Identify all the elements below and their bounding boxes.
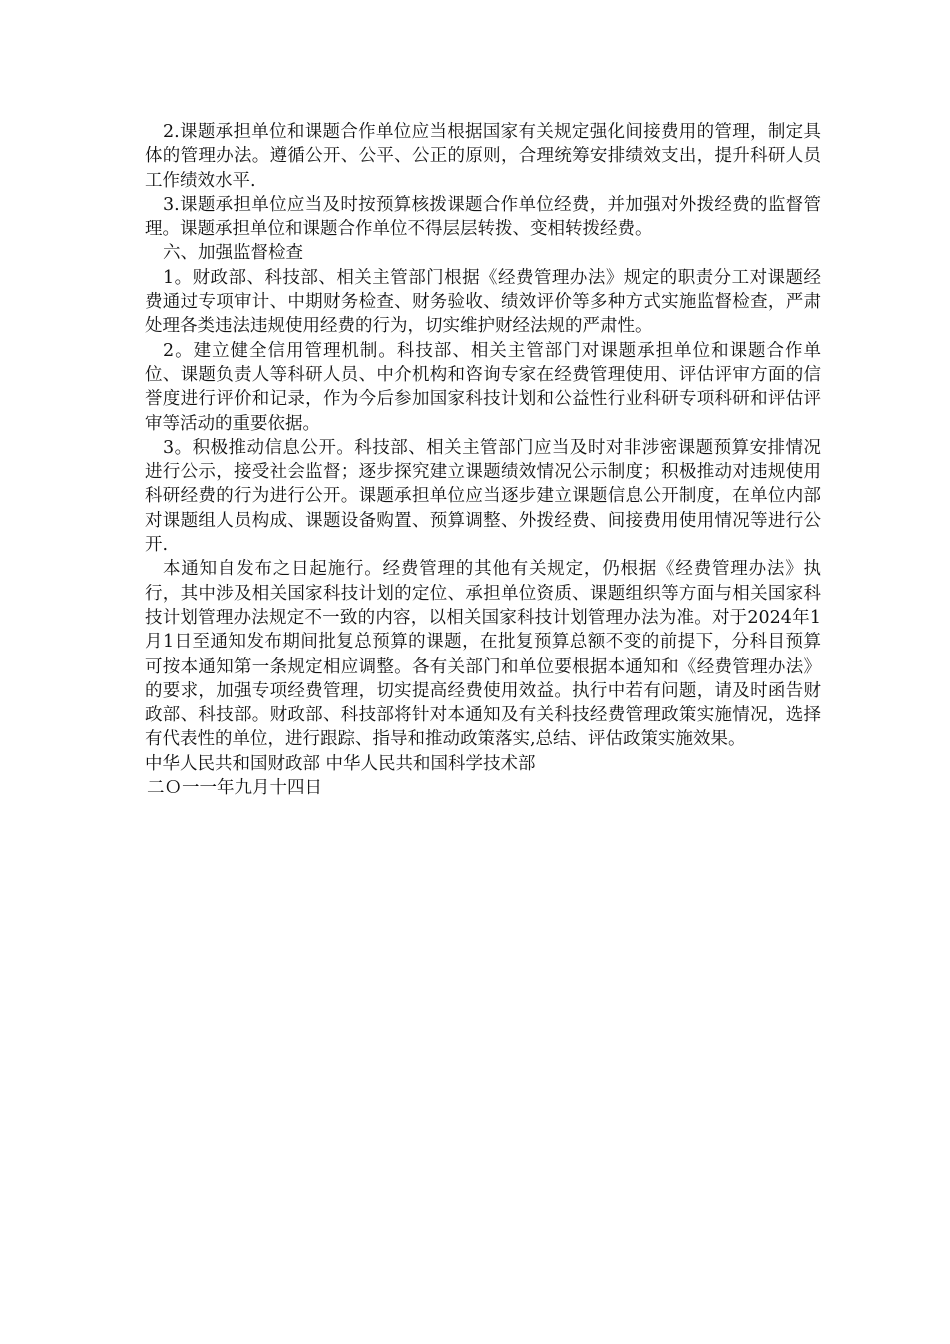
paragraph-supervision-2: 2。建立健全信用管理机制。科技部、相关主管部门对课题承担单位和课题合作单位、课题负责人等科研人员、中介机构和咨询专家在经费管理使用、评估评审方面的信誉度进行评价和记录，作为今后参加国家科技计划和公益性行业科研专项科研和评估评审等活动的重要依据。 bbox=[145, 340, 821, 434]
paragraph-supervision-3: 3。积极推动信息公开。科技部、相关主管部门应当及时对非涉密课题预算安排情况进行公示，接受社会监督；逐步探究建立课题绩效情况公示制度；积极推动对违规使用科研经费的行为进行公开。课题承担单位应当逐步建立课题信息公开制度，在单位内部对课题组人员构成、课题设备购置、预算调整、外拨经费、间接费用使用情况等进行公开. bbox=[145, 437, 821, 556]
date-line: 二Ｏ一一年九月十四日 bbox=[147, 778, 322, 799]
document-body bbox=[145, 120, 821, 800]
paragraph-supervision-1: 1。财政部、科技部、相关主管部门根据《经费管理办法》规定的职责分工对课题经费通过专项审计、中期财务检查、财务验收、绩效评价等多种方式实施监督检查，严肃处理各类违法违规使用经费的行为，切实维护财经法规的严肃性。 bbox=[145, 267, 821, 337]
section-heading-supervision: 六、加强监督检查 bbox=[163, 243, 303, 264]
paragraph-indirect-costs: 2.课题承担单位和课题合作单位应当根据国家有关规定强化间接费用的管理，制定具体的管理办法。遵循公开、公平、公正的原则，合理统筹安排绩效支出，提升科研人员工作绩效水平. bbox=[145, 122, 821, 191]
paragraph-effective-notice: 本通知自发布之日起施行。经费管理的其他有关规定，仍根据《经费管理办法》执行，其中涉及相关国家科技计划的定位、承担单位资质、课题组织等方面与相关国家科技计划管理办法规定不一致的内容，以相关国家科技计划管理办法为准。对于2024年1月1日至通知发布期间批复总预算的课题，在批复预算总额不变的前提下，分科目预算可按本通知第一条规定相应调整。各有关部门和单位要根据本通知和《经费管理办法》的要求，加强专项经费管理，切实提高经费使用效益。执行中若有问题，请及时函告财政部、科技部。财政部、科技部将针对本通知及有关科技经费管理政策实施情况，选择有代表性的单位，进行跟踪、指导和推动政策落实,总结、评估政策实施效果。 bbox=[145, 559, 821, 750]
signature-line: 中华人民共和国财政部 中华人民共和国科学技术部 bbox=[145, 753, 536, 774]
paragraph-fund-allocation: 3.课题承担单位应当及时按预算核拨课题合作单位经费，并加强对外拨经费的监督管理。课题承担单位和课题合作单位不得层层转拨、变相转拨经费。 bbox=[145, 194, 821, 240]
